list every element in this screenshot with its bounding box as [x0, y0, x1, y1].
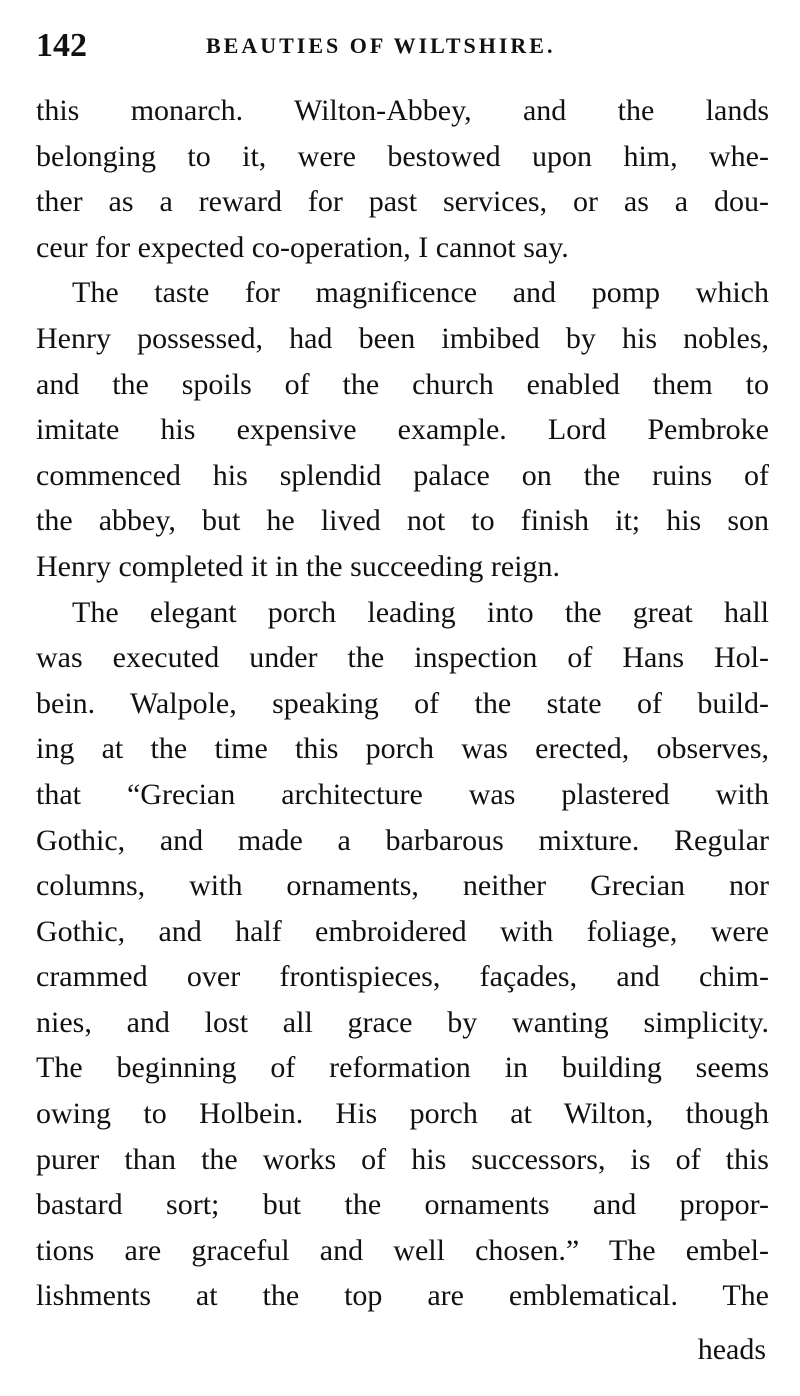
page-number: 142: [36, 27, 87, 64]
text-line: imitate his expensive example. Lord Pembroke: [36, 413, 769, 447]
page-header: [36, 26, 766, 66]
text-line: Henry possessed, had been imbibed by his nobles,: [36, 321, 769, 355]
text-line: Henry completed it in the succeeding reign.: [36, 549, 560, 583]
text-line: that “Grecian architecture was plastered with: [36, 777, 769, 811]
catchword-line: [36, 1327, 766, 1373]
text-line: owing to Holbein. His porch at Wilton, though: [36, 1097, 769, 1131]
text-line: ing at the time this porch was erected, observes,: [36, 732, 769, 766]
text-line: The taste for magnificence and pomp which: [72, 276, 769, 310]
text-line: the abbey, but he lived not to finish it; his son: [36, 504, 769, 538]
text-line: Gothic, and half embroidered with foliage, were: [36, 914, 769, 948]
text-line: and the spoils of the church enabled them to: [36, 367, 769, 401]
text-line: crammed over frontispieces, façades, and chim-: [36, 960, 769, 994]
text-line: bastard sort; but the ornaments and propor-: [36, 1188, 769, 1222]
text-line: was executed under the inspection of Hans Hol-: [36, 641, 769, 675]
text-line: ther as a reward for past services, or as a dou-: [36, 185, 769, 219]
text-line: The beginning of reformation in building seems: [36, 1051, 769, 1085]
text-line: lishments at the top are emblematical. The: [36, 1279, 769, 1313]
text-line: bein. Walpole, speaking of the state of build-: [36, 686, 769, 720]
text-line: commenced his splendid palace on the ruins of: [36, 458, 769, 492]
text-line: belonging to it, were bestowed upon him, whe-: [36, 139, 769, 173]
running-title: BEAUTIES OF WILTSHIRE.: [206, 33, 556, 58]
text-line: this monarch. Wilton-Abbey, and the lands: [36, 94, 769, 127]
text-line: purer than the works of his successors, is of this: [36, 1142, 769, 1176]
text-line: columns, with ornaments, neither Grecian nor: [36, 869, 769, 903]
text-line: The elegant porch leading into the great hall: [72, 595, 769, 629]
text-line: nies, and lost all grace by wanting simplicity.: [36, 1005, 769, 1039]
text-line: tions are graceful and well chosen.” The embel-: [36, 1233, 769, 1267]
text-line: Gothic, and made a barbarous mixture. Regular: [36, 823, 769, 857]
catchword: heads: [697, 1333, 766, 1366]
body-text: [36, 88, 769, 1319]
text-line: ceur for expected co-operation, I cannot say.: [36, 230, 569, 264]
